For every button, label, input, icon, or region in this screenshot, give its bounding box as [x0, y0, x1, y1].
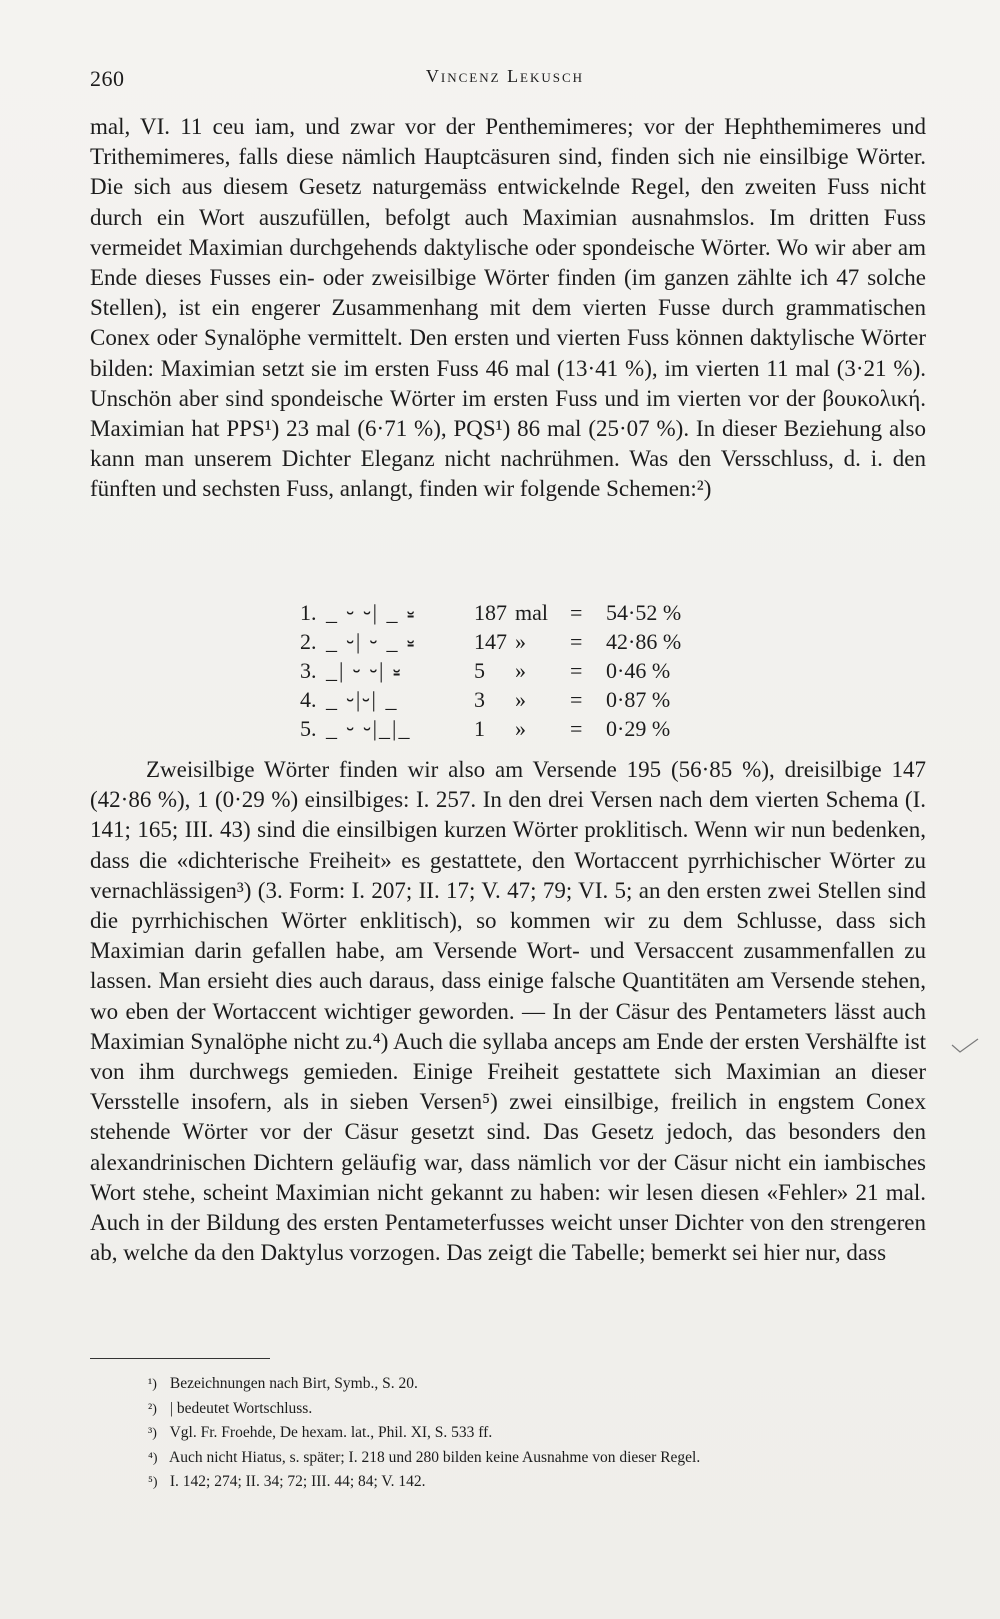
verse-end-schemes [300, 600, 720, 745]
footnote-text: I. 142; 274; II. 34; 72; III. 44; 84; V. 142. [169, 1473, 426, 1491]
scheme-percent: 0·87 % [606, 687, 671, 712]
scheme-row [300, 716, 720, 745]
scheme-row [300, 687, 720, 716]
scheme-count: 1 [474, 716, 485, 741]
scheme-row [300, 629, 720, 658]
scheme-pattern: _ ⏑ ⏑| _ ⏓ [326, 600, 417, 625]
scheme-unit: » [515, 658, 526, 683]
scheme-unit: » [515, 687, 526, 712]
footnote-mark: ²) [148, 1401, 157, 1417]
scheme-row [300, 658, 720, 687]
footnote-mark: ⁵) [148, 1475, 158, 1491]
scheme-row [300, 600, 720, 629]
scheme-number: 5. [300, 716, 317, 741]
scheme-count: 147 [474, 629, 507, 654]
scheme-unit: » [515, 629, 526, 654]
paragraph-text: Zweisilbige Wörter finden wir also am Versende 195 (56·85 %), dreisilbige 147 (42·86 %), 1 (0·29 %) einsilbiges: I. 257. In den drei Versen nach dem vierten Schema (I. 141; 165; III. 43) sind die einsilbigen kurzen Wörter proklitisch. Wenn wir nun bedenken, dass die «dichterische Freiheit» es gestattete, den Wortaccent pyrrhichischer Wörter zu vernachlässigen³) (3. Form: I. 207; II. 17; V. 47; 79; VI. 5; an den ersten zwei Stellen sind die pyrrhichischen Wörter enklitisch), so kommen wir zu dem Schlusse, dass sich Maximian darin gefallen habe, am Versende Wort- und Versaccent zusammenfallen zu lassen. Man ersieht dies auch daraus, dass einige falsche Quantitäten am Versende stehen, wo eben der Wortaccent wichtiger geworden. — In der Cäsur des Pentameters lässt auch Maximian Synalöphe nicht zu.⁴) Auch die syllaba anceps am Ende der ersten Vershälfte ist von ihm durchwegs gemieden. Einige Freiheit gestattete sich Maximian an dieser Versstelle insofern, als in sieben Versen⁵) zwei einsilbige, freilich in engstem Conex stehende Wörter vor der Cäsur gesetzt sind. Das Gesetz jedoch, das besonders den alexandrinischen Dichtern geläufig war, dass nämlich vor der Cäsur nicht ein iambisches Wort stehe, scheint Maximian nicht gekannt zu haben: wir lesen diesen «Fehler» 21 mal. Auch in der Bildung des ersten Pentameterfusses weicht unser Dichter von den strengeren ab, welche da den Daktylus vorzogen. Das zeigt die Tabelle; bemerkt sei hier nur, dass [90, 757, 926, 1266]
footnote-text: | bedeutet Wortschluss. [169, 1399, 313, 1417]
scheme-pattern: _| ⏑ ⏑| ⏓ [326, 658, 403, 683]
scheme-number: 4. [300, 687, 317, 712]
scheme-equals: = [570, 629, 583, 654]
footnote [148, 1397, 928, 1422]
scheme-equals: = [570, 600, 583, 625]
scheme-number: 1. [300, 600, 317, 625]
scheme-pattern: _ ⏑ ⏑|_|_ [326, 716, 412, 741]
pencil-check-mark-icon [950, 1037, 980, 1057]
scheme-unit: mal [515, 600, 548, 625]
scheme-equals: = [570, 716, 583, 741]
footnote-mark: ³) [148, 1426, 157, 1442]
footnote [148, 1446, 928, 1471]
scheme-equals: = [570, 658, 583, 683]
scheme-count: 187 [474, 600, 507, 625]
scheme-percent: 54·52 % [606, 600, 682, 625]
body-paragraph-1 [90, 112, 926, 505]
footnote-mark: ⁴) [148, 1450, 158, 1466]
scheme-percent: 0·46 % [606, 658, 671, 683]
scheme-equals: = [570, 687, 583, 712]
scheme-pattern: _ ⏑| ⏑ _ ⏓ [326, 629, 417, 654]
paragraph-text: mal, VI. 11 ceu iam, und zwar vor der Penthemimeres; vor der Hephthemimeres und Trithemimeres, falls diese nämlich Hauptcäsuren sind, finden sich nie einsilbige Wörter. Die sich aus diesem Gesetz naturgemäss entwickelnde Regel, den zweiten Fuss nicht durch ein Wort auszufüllen, befolgt auch Maximian ausnahmslos. Im dritten Fuss vermeidet Maximian durchgehends daktylische oder spondeische Wörter. Wo wir aber am Ende dieses Fusses ein- oder zweisilbige Wörter finden (im ganzen zählte ich 47 solche Stellen), ist ein engerer Zusammenhang mit dem vierten Fusse durch grammatischen Conex oder Synalöphe vermittelt. Den ersten und vierten Fuss können daktylische Wörter bilden: Maximian setzt sie im ersten Fuss 46 mal (13·41 %), im vierten 11 mal (3·21 %). Unschön aber sind spondeische Wörter im ersten Fuss und im vierten vor der βουκολική. Maximian hat PPS¹) 23 mal (6·71 %), PQS¹) 86 mal (25·07 %). In dieser Beziehung also kann man unserem Dichter Eleganz nicht nachrühmen. Was den Versschluss, d. i. den fünften und sechsten Fuss, anlangt, finden wir folgende Schemen:²) [90, 114, 926, 502]
footnote-mark: ¹) [148, 1377, 157, 1392]
body-paragraph-2 [90, 755, 926, 1268]
footnote [148, 1372, 928, 1397]
footnote [148, 1421, 928, 1446]
footnote-text: Vgl. Fr. Froehde, De hexam. lat., Phil. XI, S. 533 ff. [169, 1424, 493, 1442]
running-head: Vincenz Lekusch [425, 66, 585, 86]
footnote-rule [90, 1358, 270, 1359]
footnote [148, 1470, 928, 1495]
scheme-unit: » [515, 716, 526, 741]
scheme-count: 3 [474, 687, 485, 712]
footnote-text: Bezeichnungen nach Birt, Symb., S. 20. [169, 1375, 418, 1392]
scheme-count: 5 [474, 658, 485, 683]
footnotes [148, 1372, 928, 1495]
page-header [90, 66, 920, 96]
scheme-percent: 42·86 % [606, 629, 682, 654]
scheme-number: 3. [300, 658, 317, 683]
page-number: 260 [90, 66, 125, 91]
scheme-pattern: _ ⏑|⏑| _ [326, 687, 399, 712]
footnote-text: Auch nicht Hiatus, s. später; I. 218 und 280 bilden keine Ausnahme von dieser Regel. [169, 1448, 701, 1466]
scheme-percent: 0·29 % [606, 716, 671, 741]
scheme-number: 2. [300, 629, 317, 654]
